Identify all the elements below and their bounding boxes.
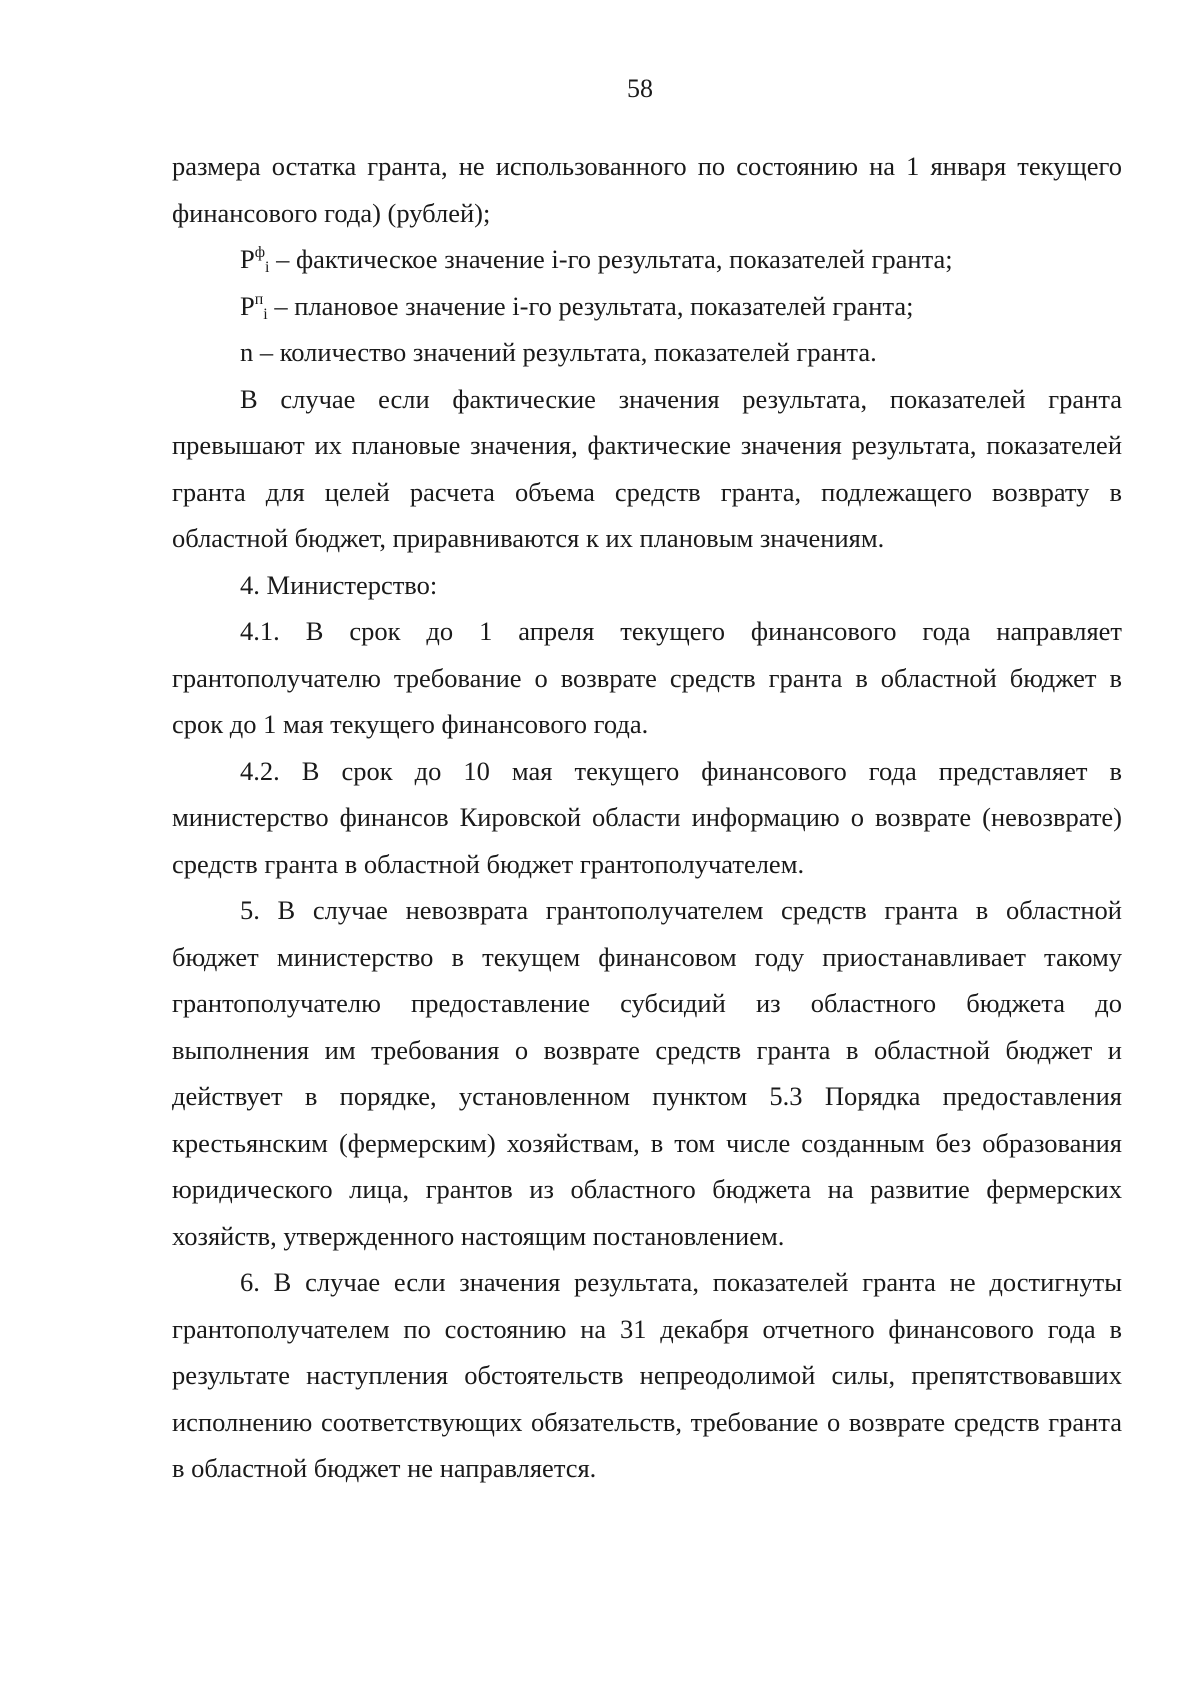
subscript-i: i <box>263 305 268 323</box>
symbol-p: P <box>240 244 255 274</box>
paragraph-exceeding-values: В случае если фактические значения результата, показателей гранта превышают их плановые значения, фактические значения результата, показателей гранта для целей расчета объема средств гранта, подлежащего возврату в областной бюджет, приравниваются к их плановым значениям. <box>172 383 1122 553</box>
definition-text: – плановое значение i-го результата, показателей гранта; <box>267 290 914 321</box>
superscript-f: ф <box>254 243 266 261</box>
paragraph-4-2: 4.2. В срок до 10 мая текущего финансового года представляет в министерство финансов Кировской области информацию о возврате (невозврате) средств гранта в областной бюджет грантополучателем. <box>172 755 1122 879</box>
definition-pp <box>172 283 1122 330</box>
paragraph-5: 5. В случае невозврата грантополучателем средств гранта в областной бюджет министерство в текущем финансовом году приостанавливает такому грантополучателю предоставление субсидий из областного бюджета до выполнения им требования о возврате средств гранта в областной бюджет и действует в порядке, установленном пунктом 5.3 Порядка предоставления крестьянским (фермерским) хозяйствам, в том числе созданным без образования юридического лица, грантов из областного бюджета на развитие фермерских хозяйств, утвержденного настоящим постановлением. <box>172 895 1122 1251</box>
symbol-p: P <box>240 290 255 321</box>
superscript-p: п <box>254 290 264 308</box>
paragraph-4-1: 4.1. В срок до 1 апреля текущего финансового года направляет грантополучателю требование о возврате средств гранта в областной бюджет в срок до 1 мая текущего финансового года. <box>172 616 1122 739</box>
definition-pf <box>172 236 1122 283</box>
subscript-i: i <box>265 258 270 276</box>
paragraph-6: 6. В случае если значения результата, показателей гранта не достигнуты грантополучателем по состоянию на 31 декабря отчетного финансового года в результате наступления обстоятельств непреодолимой силы, препятствовавших исполнению соответствующих обязательств, требование о возврате средств гранта в областной бюджет не направляется. <box>172 1267 1122 1483</box>
section-4-heading: 4. Министерство: <box>240 569 438 600</box>
definition-text: – фактическое значение i-го результата, показателей гранта; <box>269 244 953 274</box>
definition-n: n – количество значений результата, показателей гранта. <box>240 337 877 367</box>
paragraph-continuation: размера остатка гранта, не использованного по состоянию на 1 января текущего финансового года) (рублей); <box>172 151 1122 228</box>
page-number: 58 <box>627 74 653 103</box>
document-body <box>172 143 1122 1492</box>
